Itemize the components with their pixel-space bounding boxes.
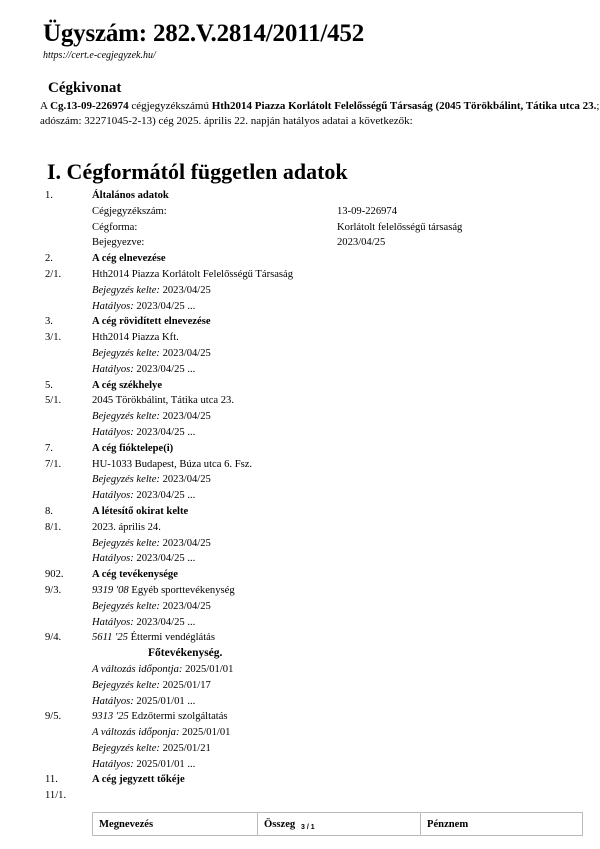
entry-label: Bejegyzés kelte: xyxy=(92,537,160,549)
entry-text xyxy=(92,472,211,488)
entry-value-text: A létesítő okirat kelte xyxy=(92,505,189,517)
entry-value-text: Bejegyezve: xyxy=(92,237,145,249)
entry-value-text: A cég elnevezése xyxy=(92,253,166,265)
entry-value-text: HU-1033 Budapest, Búza utca 6. Fsz. xyxy=(92,458,253,470)
entry-value-text: 2023/04/25 xyxy=(159,347,211,359)
entry-value-text: Egyéb sporttevékenység xyxy=(128,584,235,596)
entry-row xyxy=(0,788,600,804)
entry-row xyxy=(0,694,600,710)
entry-text xyxy=(92,488,195,504)
case-number-title: Ügyszám: 282.V.2814/2011/452 xyxy=(43,20,365,47)
entry-number: 7. xyxy=(45,442,53,454)
entry-label: Hatályos: xyxy=(92,616,134,628)
entry-value-text: 2023/04/25 ... xyxy=(133,300,196,312)
entry-text xyxy=(92,457,252,473)
entry-value: Korlátolt felelősségű társaság xyxy=(337,221,463,233)
entry-value-text: A cég fióktelepe(i) xyxy=(92,442,174,454)
entry-value-text: 2025/01/01 ... xyxy=(133,695,196,707)
entry-value-text: Hth2014 Piazza Kft. xyxy=(92,332,179,344)
entry-label: Bejegyzés kelte: xyxy=(92,600,160,612)
intro-part: cégjegyzékszámú xyxy=(128,100,212,112)
entry-row xyxy=(0,567,600,583)
entry-text xyxy=(92,567,178,583)
entry-number: 11. xyxy=(45,774,58,786)
entry-value-text: 2023. április 24. xyxy=(92,521,161,533)
entry-row xyxy=(0,646,600,662)
entry-label: Hatályos: xyxy=(92,758,134,770)
entry-text xyxy=(92,694,195,710)
header-amount: Összeg xyxy=(258,813,421,836)
entry-number: 2. xyxy=(45,253,53,265)
entry-number: 11/1. xyxy=(45,790,67,802)
entry-text xyxy=(92,235,144,251)
entry-row xyxy=(0,599,600,615)
entry-row xyxy=(0,741,600,757)
entry-value-text: 2023/04/25 xyxy=(159,411,211,423)
entry-row xyxy=(0,330,600,346)
entries-list xyxy=(0,188,600,804)
entry-row xyxy=(0,314,600,330)
entry-row xyxy=(0,220,600,236)
entry-value-text: 2023/04/25 xyxy=(159,537,211,549)
entry-text xyxy=(92,362,195,378)
entry-value-text: A cég jegyzett tőkéje xyxy=(92,774,185,786)
entry-value-text: 2025/01/01 xyxy=(182,663,234,675)
entry-text xyxy=(92,204,167,220)
entry-number: 5. xyxy=(45,379,53,391)
entry-text xyxy=(92,409,211,425)
entry-label: A változás időpontja: xyxy=(92,663,183,675)
entry-value: 13-09-226974 xyxy=(337,205,398,217)
entry-row xyxy=(0,472,600,488)
entry-text xyxy=(92,314,211,330)
entry-value-text: Főtevékenység. xyxy=(148,647,223,660)
entry-number: 9/4. xyxy=(45,632,62,644)
entry-label: 9319 '08 xyxy=(92,584,129,596)
entry-value-text: 2025/01/17 xyxy=(159,679,211,691)
entry-label: Bejegyzés kelte: xyxy=(92,742,160,754)
header-currency: Pénznem xyxy=(421,813,583,836)
entry-label: Bejegyzés kelte: xyxy=(92,679,160,691)
entry-value-text: Általános adatok xyxy=(92,190,169,201)
entry-text xyxy=(148,646,222,662)
entry-row xyxy=(0,441,600,457)
entry-number: 902. xyxy=(45,569,64,581)
entry-number: 2/1. xyxy=(45,268,62,280)
entry-text xyxy=(92,678,211,694)
entry-text xyxy=(92,772,185,788)
entry-label: Hatályos: xyxy=(92,490,134,502)
entry-number: 9/3. xyxy=(45,584,62,596)
entry-text xyxy=(92,520,161,536)
entry-number: 3. xyxy=(45,316,53,328)
entry-row xyxy=(0,504,600,520)
entry-row xyxy=(0,678,600,694)
entry-text xyxy=(92,330,179,346)
entry-text xyxy=(92,551,195,567)
entry-number: 1. xyxy=(45,190,53,201)
entry-text xyxy=(92,725,230,741)
entry-value-text: Éttermi vendéglátás xyxy=(127,632,215,644)
section-title: I. Cégformától független adatok xyxy=(47,159,348,184)
entry-label: Bejegyzés kelte: xyxy=(92,411,160,423)
entry-label: Hatályos: xyxy=(92,553,134,565)
entry-number: 7/1. xyxy=(45,458,62,470)
entry-label: 5611 '25 xyxy=(92,632,128,644)
page-indicator: 3 / 1 xyxy=(301,824,315,831)
entry-label: Hatályos: xyxy=(92,300,134,312)
entry-text xyxy=(92,346,211,362)
entry-row xyxy=(0,283,600,299)
entry-number: 8/1. xyxy=(45,521,62,533)
entry-row xyxy=(0,662,600,678)
intro-part: A xyxy=(40,100,51,112)
entry-text xyxy=(92,615,195,631)
entry-number: 3/1. xyxy=(45,332,62,344)
intro-part: ; adószám: 32271045-2-13) cég 2025. április 22. napján hatályos adatai a következők: xyxy=(40,100,600,127)
entry-text xyxy=(92,378,162,394)
table-header-row xyxy=(93,813,583,836)
extract-title: Cégkivonat xyxy=(48,80,122,96)
entry-row xyxy=(0,346,600,362)
entry-text xyxy=(92,188,169,204)
entry-row xyxy=(0,362,600,378)
intro-part: Hth2014 Piazza Korlátolt Felelősségű Társaság (2045 Törökbálint, Tátika utca 23. xyxy=(211,100,597,112)
entry-text xyxy=(92,630,215,646)
entry-value-text: Cégjegyzékszám: xyxy=(92,205,167,217)
entry-value-text: Hth2014 Piazza Korlátolt Felelősségű Társaság xyxy=(92,268,294,280)
entry-value-text: A cég tevékenysége xyxy=(92,569,178,581)
entry-value-text: A cég székhelye xyxy=(92,379,163,391)
entry-row xyxy=(0,409,600,425)
entry-value-text: 2023/04/25 ... xyxy=(133,363,196,375)
entry-row xyxy=(0,235,600,251)
entry-value-text: Edzőtermi szolgáltatás xyxy=(128,711,228,723)
entry-text xyxy=(92,599,211,615)
entry-row xyxy=(0,251,600,267)
entry-label: 9313 '25 xyxy=(92,711,129,723)
entry-row xyxy=(0,772,600,788)
entry-row xyxy=(0,204,600,220)
intro-part: Cg.13-09-226974 xyxy=(50,100,129,112)
entry-row xyxy=(0,520,600,536)
entry-text xyxy=(92,283,211,299)
entry-text xyxy=(92,425,195,441)
entry-row xyxy=(0,425,600,441)
entry-text xyxy=(92,299,195,315)
entry-label: Hatályos: xyxy=(92,426,134,438)
entry-text xyxy=(92,393,234,409)
entry-row xyxy=(0,378,600,394)
entry-text xyxy=(92,220,137,236)
entry-value-text: 2025/01/01 xyxy=(179,727,231,739)
entry-number: 8. xyxy=(45,505,53,517)
entry-label: Bejegyzés kelte: xyxy=(92,474,160,486)
entry-text xyxy=(92,441,173,457)
entry-text xyxy=(92,583,235,599)
entry-value-text: 2045 Törökbálint, Tátika utca 23. xyxy=(92,395,235,407)
entry-row xyxy=(0,551,600,567)
entry-text xyxy=(92,267,293,283)
entry-text xyxy=(92,504,188,520)
entry-row xyxy=(0,188,600,204)
entry-row xyxy=(0,299,600,315)
entry-label: A változás időponja: xyxy=(92,727,180,739)
entry-number: 5/1. xyxy=(45,395,62,407)
entry-label: Hatályos: xyxy=(92,363,134,375)
entry-value: 2023/04/25 xyxy=(337,237,386,249)
entry-value-text: Cégforma: xyxy=(92,221,138,233)
entry-text xyxy=(92,757,195,773)
entry-row xyxy=(0,630,600,646)
entry-row xyxy=(0,267,600,283)
capital-table xyxy=(92,812,583,836)
entry-value-text: 2025/01/01 ... xyxy=(133,758,196,770)
entry-value-text: 2023/04/25 ... xyxy=(133,490,196,502)
entry-value-text: 2023/04/25 ... xyxy=(133,553,196,565)
entry-value-text: 2023/04/25 xyxy=(159,474,211,486)
entry-text xyxy=(92,662,233,678)
entry-value-text: 2025/01/21 xyxy=(159,742,211,754)
entry-row xyxy=(0,583,600,599)
entry-row xyxy=(0,488,600,504)
entry-text xyxy=(92,709,228,725)
header-name: Megnevezés xyxy=(93,813,258,836)
entry-value-text: 2023/04/25 xyxy=(159,600,211,612)
entry-value-text: 2023/04/25 ... xyxy=(133,616,196,628)
entry-row xyxy=(0,393,600,409)
entry-value-text: 2023/04/25 ... xyxy=(133,426,196,438)
extract-intro xyxy=(40,99,600,129)
entry-text xyxy=(92,251,166,267)
entry-row xyxy=(0,709,600,725)
entry-label: Bejegyzés kelte: xyxy=(92,284,160,296)
source-url: https://cert.e-cegjegyzek.hu/ xyxy=(43,50,156,61)
entry-row xyxy=(0,615,600,631)
entry-row xyxy=(0,457,600,473)
entry-label: Hatályos: xyxy=(92,695,134,707)
entry-number: 9/5. xyxy=(45,711,62,723)
entry-value-text: A cég rövidített elnevezése xyxy=(92,316,211,328)
entry-value-text: 2023/04/25 xyxy=(159,284,211,296)
entry-text xyxy=(92,536,211,552)
entry-row xyxy=(0,757,600,773)
entry-row xyxy=(0,536,600,552)
entry-row xyxy=(0,725,600,741)
entry-text xyxy=(92,741,211,757)
entry-label: Bejegyzés kelte: xyxy=(92,347,160,359)
